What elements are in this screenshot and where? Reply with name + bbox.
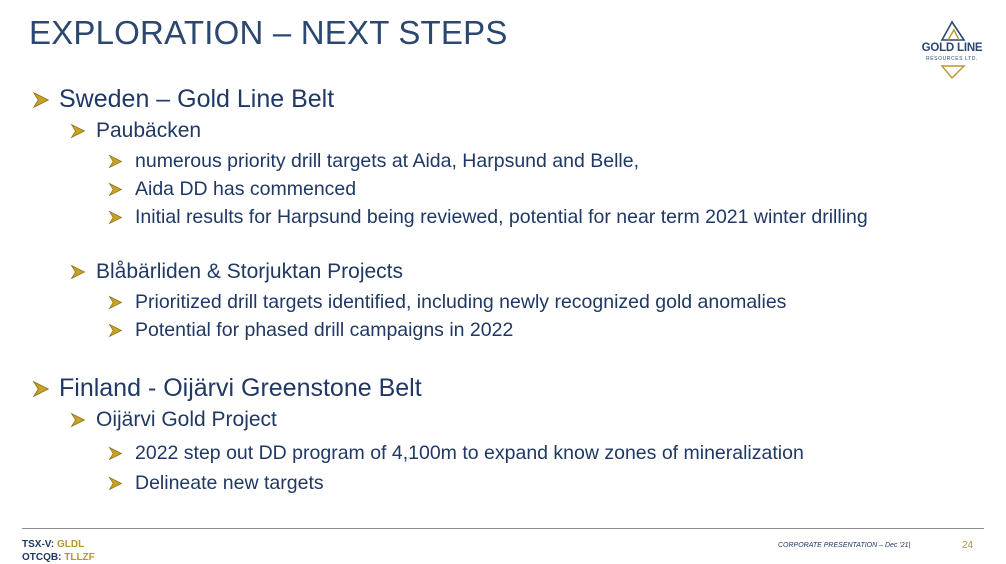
arrow-bullet-icon <box>108 210 123 225</box>
logo-name: GOLD LINE <box>921 42 983 54</box>
arrow-bullet-icon <box>70 412 86 428</box>
bullet-text: Potential for phased drill campaigns in 2022 <box>135 319 514 341</box>
bullet-prioritized-targets <box>108 291 786 314</box>
ticker-tsx <box>22 539 84 550</box>
arrow-bullet-icon <box>108 323 123 338</box>
presentation-note: CORPORATE PRESENTATION – Dec '21| <box>778 542 911 549</box>
bullet-aida-dd <box>108 178 356 201</box>
footer-divider <box>22 528 984 529</box>
bullet-drill-targets <box>108 150 639 173</box>
bullet-text: Finland - Oijärvi Greenstone Belt <box>59 374 422 402</box>
bullet-text: Prioritized drill targets identified, including newly recognized gold anomalies <box>135 291 787 313</box>
arrow-bullet-icon <box>108 476 123 491</box>
page-number: 24 <box>962 540 974 551</box>
bullet-finland <box>32 374 422 403</box>
arrow-bullet-icon <box>108 182 123 197</box>
company-logo <box>912 18 992 82</box>
bullet-text: 2022 step out DD program of 4,100m to expand know zones of mineralization <box>135 442 804 464</box>
bullet-harpsund-results <box>108 206 868 229</box>
bullet-text: Initial results for Harpsund being reviewed, potential for near term 2021 winter drilling <box>135 206 868 228</box>
arrow-bullet-icon <box>70 123 86 139</box>
ticker-symbol: TLLZF <box>64 552 95 563</box>
bullet-text: Paubäcken <box>96 119 202 142</box>
bullet-blabarliden <box>70 260 403 284</box>
bullet-text: Delineate new targets <box>135 472 324 494</box>
bullet-paubacken <box>70 119 201 143</box>
bullet-new-targets <box>108 472 324 495</box>
ticker-otcqb <box>22 552 95 563</box>
arrow-bullet-icon <box>32 380 50 398</box>
logo-subtitle: RESOURCES LTD. <box>926 56 978 62</box>
ticker-symbol: GLDL <box>57 539 85 550</box>
ticker-label: OTCQB: <box>22 552 62 563</box>
arrow-bullet-icon <box>108 154 123 169</box>
bullet-oijarvi-project <box>70 408 277 432</box>
slide-title: EXPLORATION – NEXT STEPS <box>29 14 508 51</box>
arrow-bullet-icon <box>108 446 123 461</box>
arrow-bullet-icon <box>108 295 123 310</box>
bullet-sweden <box>32 85 334 114</box>
bullet-text: Aida DD has commenced <box>135 178 357 200</box>
ticker-label: TSX-V: <box>22 539 55 550</box>
bullet-text: Oijärvi Gold Project <box>96 408 277 431</box>
bullet-text: numerous priority drill targets at Aida, Harpsund and Belle, <box>135 150 640 172</box>
arrow-bullet-icon <box>32 91 50 109</box>
bullet-text: Blåbärliden & Storjuktan Projects <box>96 260 403 283</box>
arrow-bullet-icon <box>70 264 86 280</box>
bullet-phased-campaigns <box>108 319 513 342</box>
bullet-step-out-program <box>108 442 804 465</box>
bullet-text: Sweden – Gold Line Belt <box>59 85 335 113</box>
